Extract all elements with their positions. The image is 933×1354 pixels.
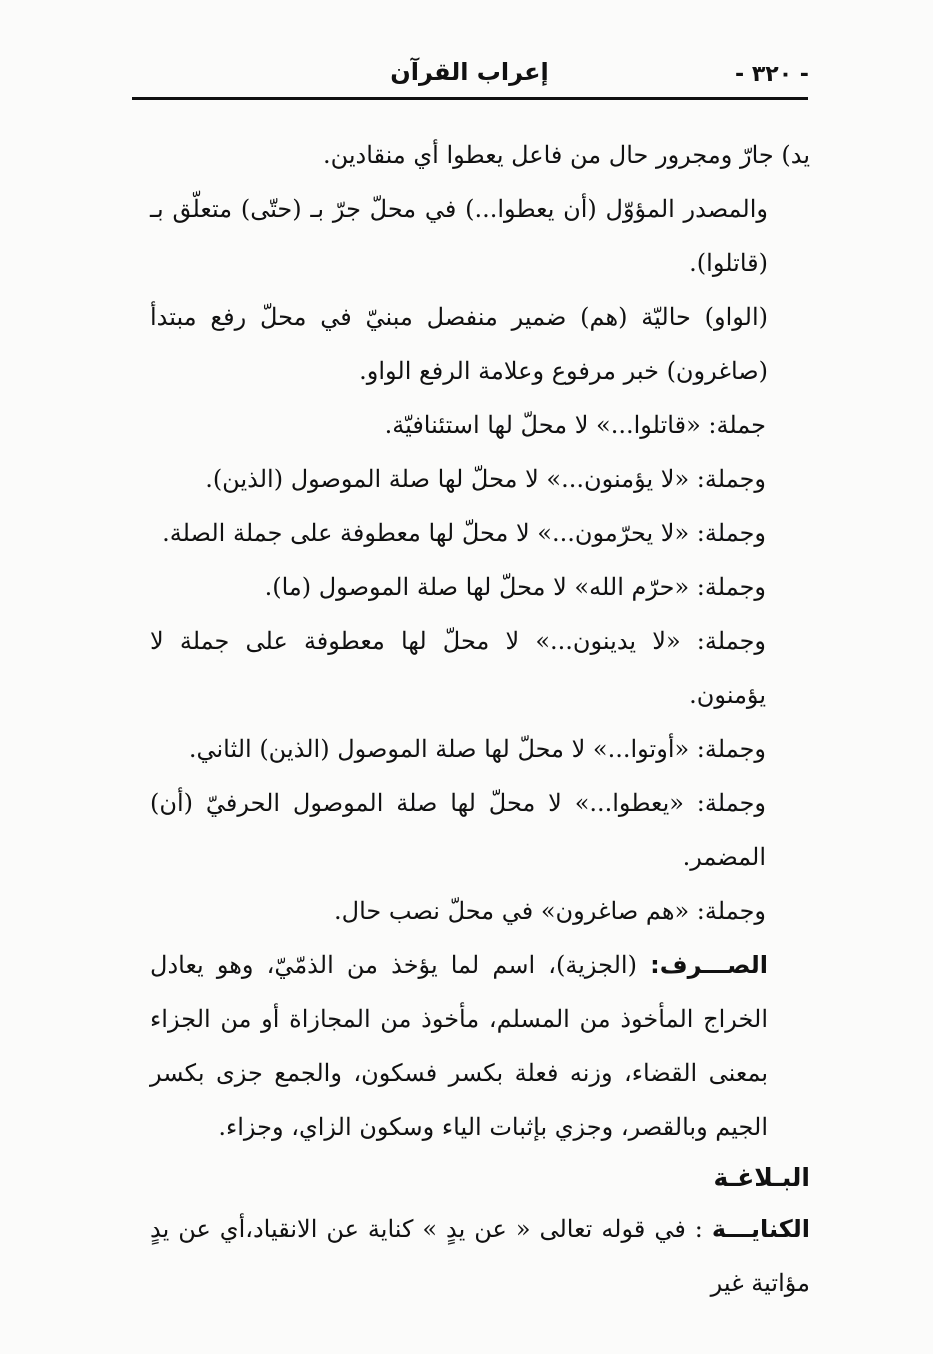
sarf-label: الصـــرف: [650,951,768,979]
kinaya-text: : في قوله تعالى « عن يدٍ » كناية عن الانقياد،أي عن يدٍ مؤاتية غير [150,1215,810,1297]
jumla-1: جملة: «قاتلوا...» لا محلّ لها استئنافيّة. [384,411,766,439]
section-heading-balagha: البـلاغـة [713,1163,810,1192]
header-rule [132,97,808,100]
paragraph-hal: يد) جارّ ومجرور حال من فاعل يعطوا أي منقادين. [322,141,810,169]
jumla-7: وجملة: «يعطوا...» لا محلّ لها صلة الموصول الحرفيّ (أن) المضمر. [150,789,766,871]
jumla-3: وجملة: «لا يحرّمون...» لا محلّ لها معطوفة على جملة الصلة. [162,519,766,547]
jumla-4: وجملة: «حرّم الله» لا محلّ لها صلة الموصول (ما). [264,573,766,601]
jumla-5: وجملة: «لا يدينون...» لا محلّ لها معطوفة على جملة لا يؤمنون. [150,627,766,709]
sarf-text: (الجزية)، اسم لما يؤخذ من الذمّيّ، وهو يعادل الخراج المأخوذ من المسلم، مأخوذ من المجازاة أو من الجزاء بمعنى القضاء، وزنه فعلة بكسر فسكون، والجمع جزى بكسر الجيم وبالقصر، وجزي بإثبات الياء وسكون الزاي، وجزاء. [150,951,768,1141]
paragraph-sarf [150,938,810,1154]
paragraph-waw: (الواو) حاليّة (هم) ضمير منفصل مبنيّ في محلّ رفع مبتدأ (صاغرون) خبر مرفوع وعلامة الرفع الواو. [150,303,768,385]
page-header [132,52,807,98]
kinaya-label: الكنايـــة [711,1215,810,1243]
paragraph-kinaya [150,1202,810,1310]
running-title: إعراب القرآن [390,58,549,86]
jumla-6: وجملة: «أوتوا...» لا محلّ لها صلة الموصول (الذين) الثاني. [188,735,766,763]
jumla-8: وجملة: «هم صاغرون» في محلّ نصب حال. [334,897,766,925]
page-number: - ٣٢٠ - [735,62,809,87]
main-text [150,128,810,1310]
jumla-2: وجملة: «لا يؤمنون...» لا محلّ لها صلة الموصول (الذين). [205,465,766,493]
paragraph-masdar: والمصدر المؤوّل (أن يعطوا...) في محلّ جرّ بـ (حتّى) متعلّق بـ (قاتلوا). [150,195,768,277]
